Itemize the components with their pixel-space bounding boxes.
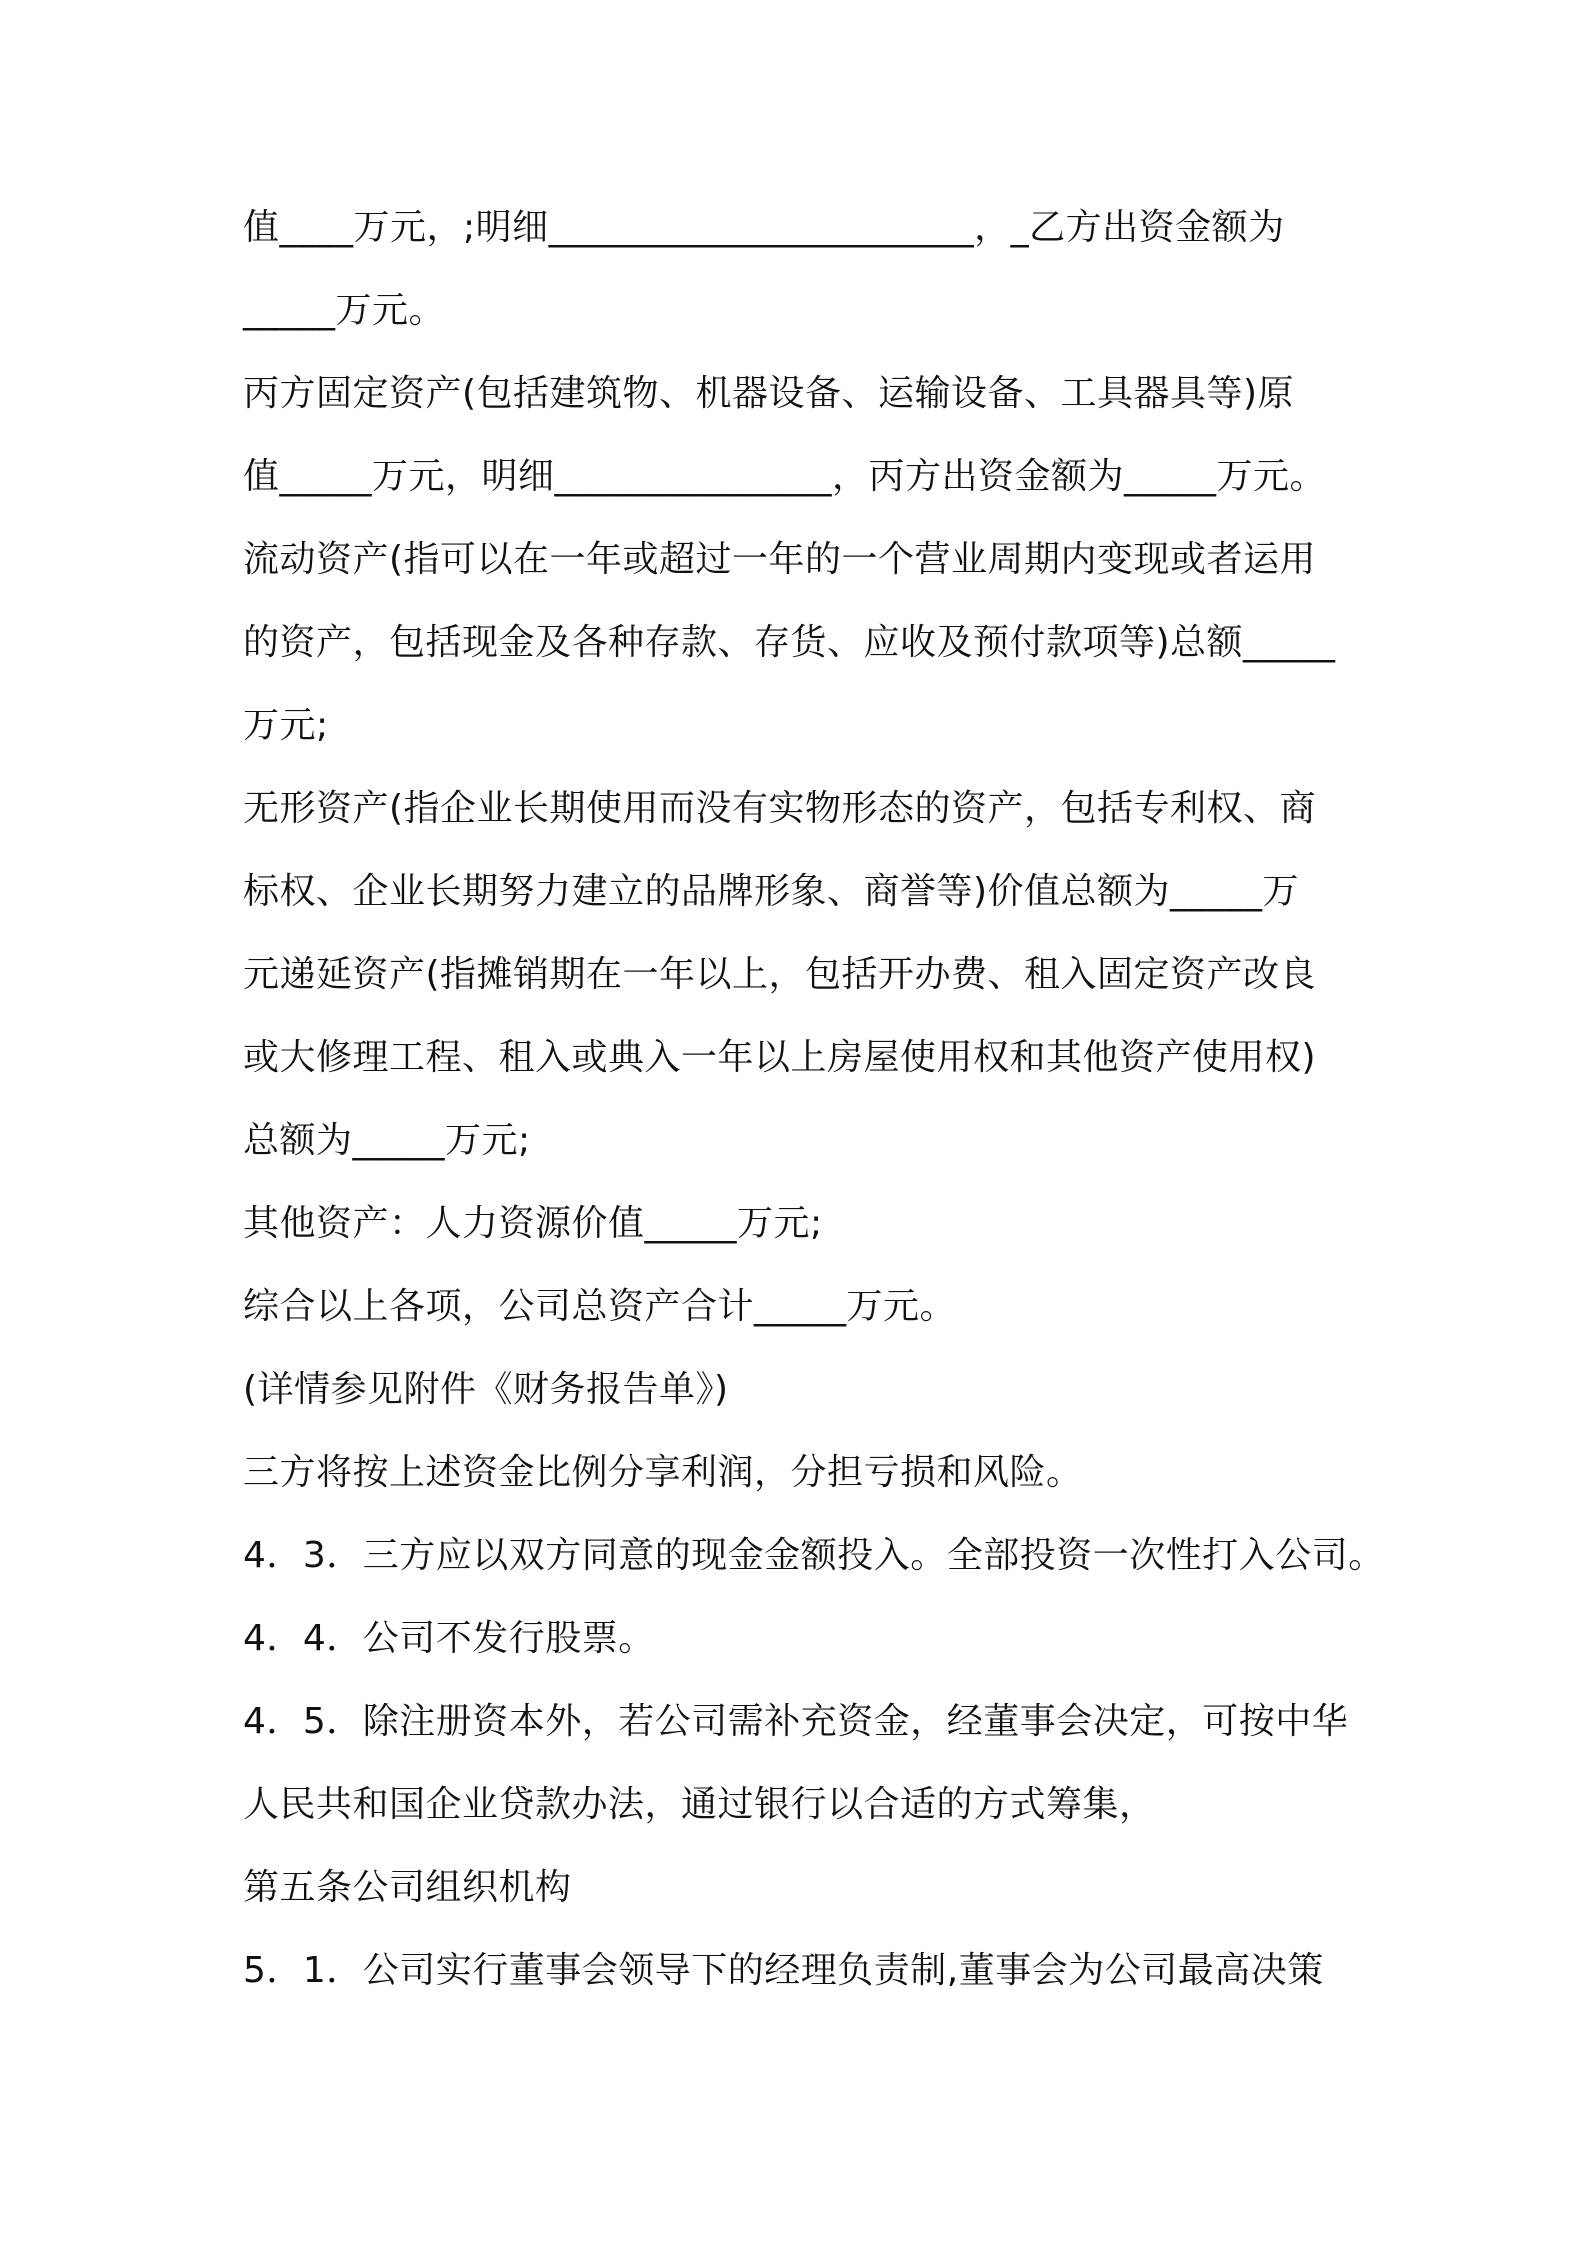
- text-line: 元递延资产(指摊销期在一年以上，包括开办费、租入固定资产改良: [243, 954, 1317, 995]
- text-line: 4．4．公司不发行股票。: [243, 1618, 655, 1659]
- text-line: 三方将按上述资金比例分享利润，分担亏损和风险。: [243, 1452, 1083, 1493]
- text-line: 5．1．公司实行董事会领导下的经理负责制,董事会为公司最高决策: [243, 1950, 1324, 1991]
- text-line: 总额为_____万元;: [243, 1120, 531, 1161]
- section-heading: 第五条公司组织机构: [243, 1867, 572, 1908]
- text-line: _____万元。: [243, 290, 446, 331]
- text-line: 值_____万元，明细_______________，丙方出资金额为_____万元。: [243, 456, 1327, 497]
- text-line: 万元;: [243, 705, 329, 746]
- text-line: 或大修理工程、租入或典入一年以上房屋使用权和其他资产使用权): [243, 1037, 1317, 1078]
- text-line: 的资产，包括现金及各种存款、存货、应收及预付款项等)总额_____: [243, 622, 1336, 663]
- text-line: 人民共和国企业贷款办法，通过银行以合适的方式筹集，: [243, 1784, 1156, 1825]
- text-line: (详情参见附件《财务报告单》): [243, 1369, 729, 1410]
- text-line: 4．5．除注册资本外，若公司需补充资金，经董事会决定，可按中华: [243, 1701, 1349, 1742]
- text-line: 综合以上各项，公司总资产合计_____万元。: [243, 1286, 957, 1327]
- text-line: 其他资产：人力资源价值_____万元;: [243, 1203, 823, 1244]
- text-line: 4．3．三方应以双方同意的现金金额投入。全部投资一次性打入公司。: [243, 1535, 1385, 1576]
- text-line: 标权、企业长期努力建立的品牌形象、商誉等)价值总额为_____万: [243, 871, 1300, 912]
- text-line: 丙方固定资产(包括建筑物、机器设备、运输设备、工具器具等)原: [243, 373, 1295, 414]
- text-line: 流动资产(指可以在一年或超过一年的一个营业周期内变现或者运用: [243, 539, 1317, 580]
- text-line: 无形资产(指企业长期使用而没有实物形态的资产，包括专利权、商: [243, 788, 1317, 829]
- text-line: 值____万元，;明细_______________________，_乙方出资金额为: [243, 207, 1285, 248]
